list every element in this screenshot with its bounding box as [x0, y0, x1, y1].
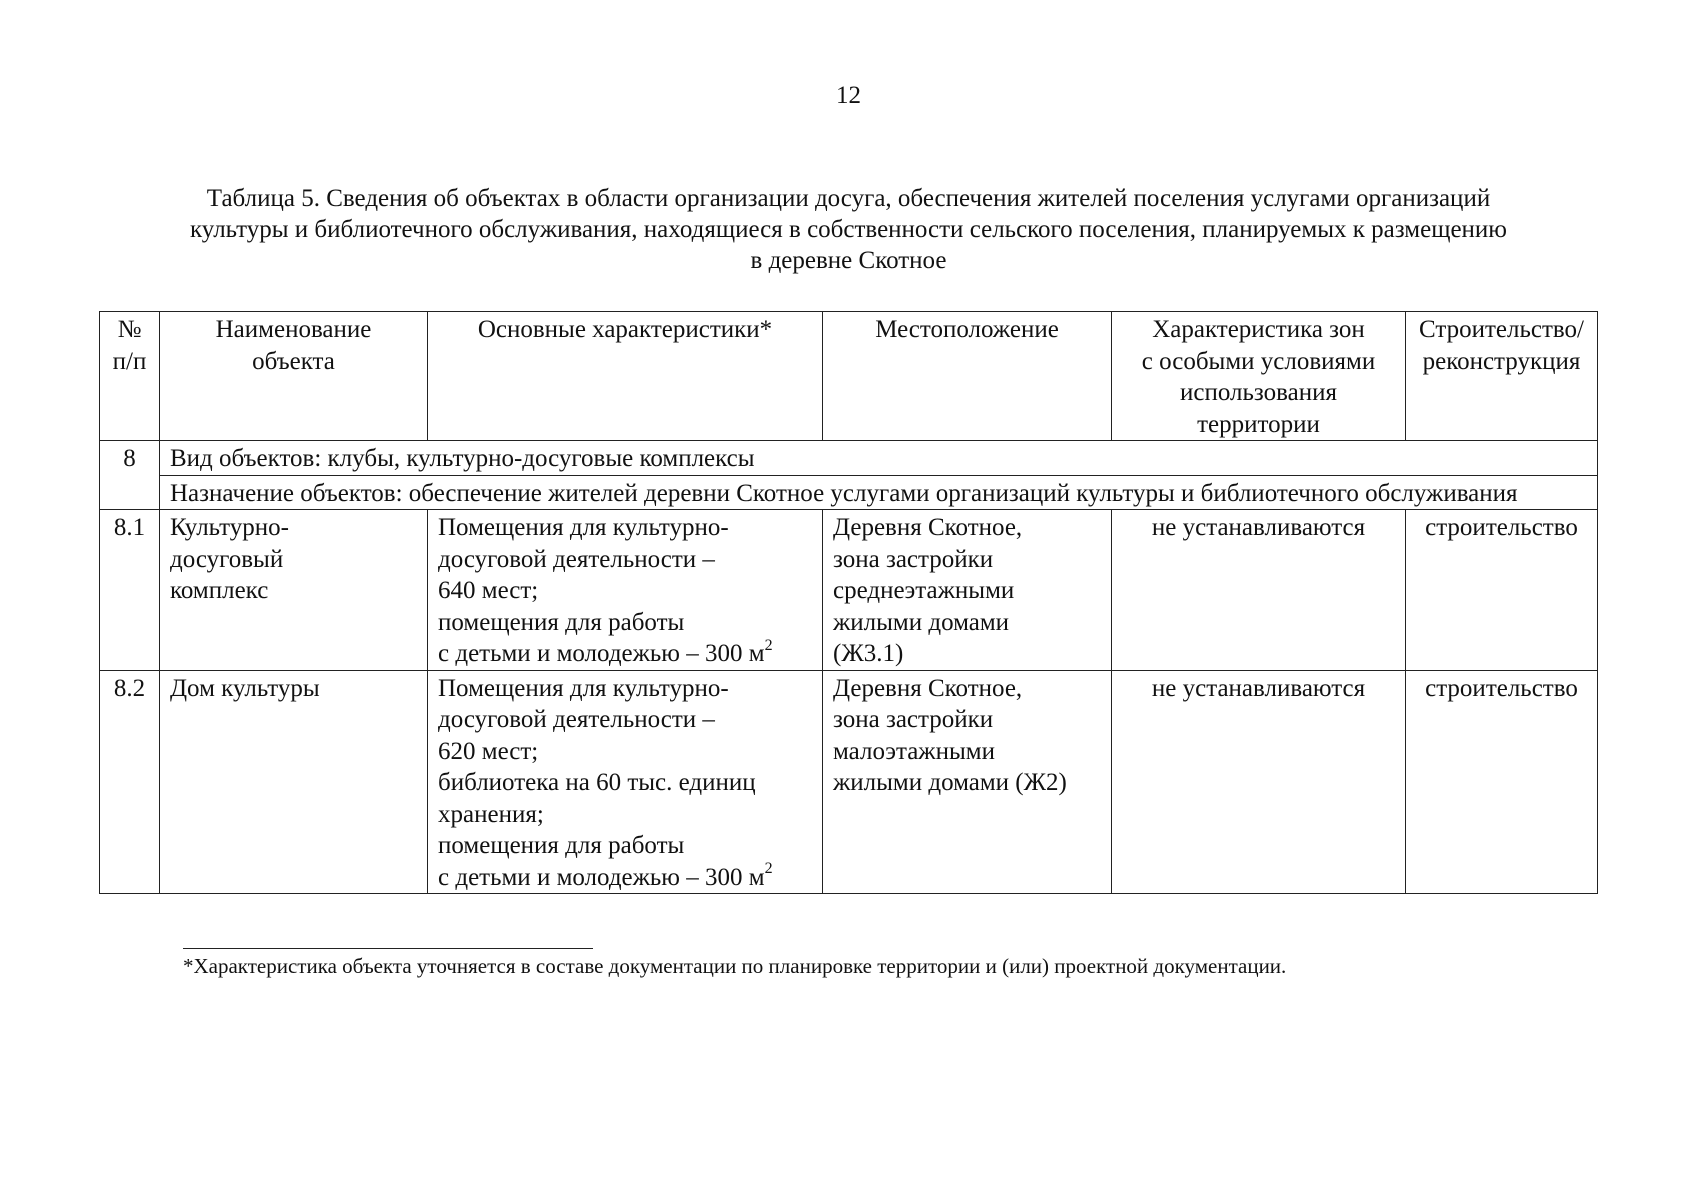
caption-line: Таблица 5. Сведения об объектах в области организации досуга, обеспечения жителей поселения услугами организаций: [206, 185, 1491, 212]
objects-table: [99, 311, 1598, 894]
header-zones: Характеристика зон с особыми условиями использования территории: [1112, 312, 1406, 441]
table-row: [100, 510, 1598, 671]
row-num: 8.2: [100, 670, 160, 894]
group-type: Вид объектов: клубы, культурно-досуговые комплексы: [160, 441, 1598, 476]
group-num: 8: [100, 441, 160, 510]
header-num: № п/п: [100, 312, 160, 441]
header-location: Местоположение: [823, 312, 1112, 441]
header-name: Наименование объекта: [160, 312, 428, 441]
characteristics-text: Помещения для культурно- досуговой деятельности – 620 мест; библиотека на 60 тыс. единиц хранения; помещения для работы с детьми и молодежью – 300 м: [438, 674, 765, 891]
row-characteristics: [428, 510, 823, 671]
row-location: Деревня Скотное, зона застройки среднеэтажными жилыми домами (Ж3.1): [823, 510, 1112, 671]
page-number: 12: [836, 82, 861, 109]
row-num: 8.1: [100, 510, 160, 671]
row-characteristics: [428, 670, 823, 894]
characteristics-text: Помещения для культурно- досуговой деятельности – 640 мест; помещения для работы с детьми и молодежью – 300 м: [438, 514, 765, 667]
footnote: *Характеристика объекта уточняется в составе документации по планировке территории и (или) проектной документации.: [183, 954, 1287, 978]
row-object-name: Культурно- досуговый комплекс: [160, 510, 428, 671]
caption-line: культуры и библиотечного обслуживания, находящиеся в собственности сельского поселения, планируемых к размещению: [190, 216, 1507, 243]
footnote-separator: [183, 948, 593, 949]
table-header-row: [100, 312, 1598, 441]
header-construction: Строительство/ реконструкция: [1406, 312, 1598, 441]
row-zones: не устанавливаются: [1112, 670, 1406, 894]
group-purpose: Назначение объектов: обеспечение жителей деревни Скотное услугами организаций культуры и библиотечного обслуживания: [160, 475, 1598, 510]
row-object-name: Дом культуры: [160, 670, 428, 894]
caption-line: в деревне Скотное: [750, 247, 947, 274]
row-zones: не устанавливаются: [1112, 510, 1406, 671]
group-type-row: [100, 441, 1598, 476]
unit-power: 2: [764, 860, 773, 878]
group-purpose-row: [100, 475, 1598, 510]
header-characteristics: Основные характеристики*: [428, 312, 823, 441]
row-construction: строительство: [1406, 670, 1598, 894]
row-location: Деревня Скотное, зона застройки малоэтажными жилыми домами (Ж2): [823, 670, 1112, 894]
row-construction: строительство: [1406, 510, 1598, 671]
table-caption: [100, 183, 1597, 276]
table-row: [100, 670, 1598, 894]
unit-power: 2: [764, 636, 773, 654]
